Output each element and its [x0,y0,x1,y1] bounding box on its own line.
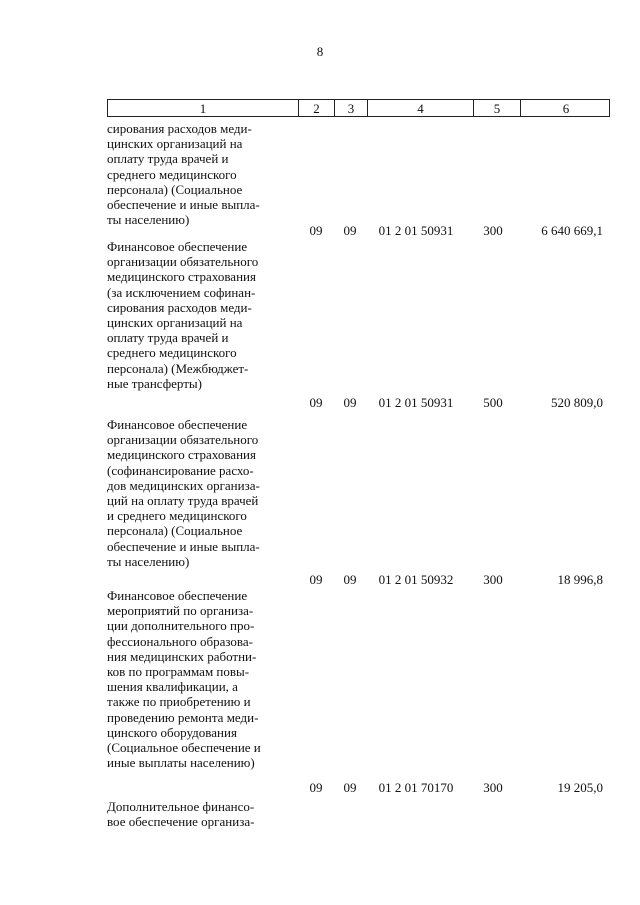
table-header [107,99,610,117]
description-line: (за исключением софинан- [107,284,256,300]
subsection-code: 09 [343,395,357,410]
description-line: также по приобретению и [107,694,251,710]
description-line: вое обеспечение организа- [107,814,255,830]
description-line: дов медицинских организа- [107,477,260,493]
target-article-code: 01 2 01 70170 [378,780,454,795]
header-col-1: 1 [199,101,207,116]
description-line: персонала) (Социальное [107,523,243,539]
description-line: обеспечение и иные выпла- [107,197,260,213]
amount: 18 996,8 [557,572,603,587]
expense-type-code: 500 [483,395,503,410]
section-code: 09 [309,572,323,587]
description-line: ния медицинских работни- [107,648,257,664]
header-col-5: 5 [473,100,520,116]
description-line: ные трансферты) [107,375,202,391]
subsection-code: 09 [343,780,357,795]
header-col-3: 3 [334,100,367,116]
expense-type-code: 300 [483,223,503,238]
description-line: иные выплаты населению) [107,755,255,771]
description-line: ции дополнительного про- [107,618,255,634]
expense-type-code: 300 [483,572,503,587]
table-row [0,223,640,238]
subsection-code: 09 [343,572,357,587]
amount: 520 809,0 [551,395,603,410]
description-line: цинских организаций на [107,136,243,152]
description-line: ты населению) [107,553,190,569]
description-line: (софинансирование расхо- [107,462,254,478]
target-article-code: 01 2 01 50931 [378,223,454,238]
description-line: сирования расходов меди- [107,121,252,136]
description-line: шения квалификации, а [107,679,238,695]
amount: 19 205,0 [557,780,603,795]
description-line: оплату труда врачей и [107,330,229,346]
section-code: 09 [309,780,323,795]
description-line: мероприятий по организа- [107,603,254,619]
description-line: организации обязательного [107,432,259,448]
subsection-code: 09 [343,223,357,238]
table-row [0,572,640,587]
description-line: медицинского страхования [107,269,256,285]
description-line: Финансовое обеспечение [107,588,248,603]
description-line: ты населению) [107,212,190,228]
description-line: цинских организаций на [107,315,243,331]
description-line: персонала) (Социальное [107,181,243,197]
header-col-6: 6 [520,100,611,116]
description-line: среднего медицинского [107,345,237,361]
amount: 6 640 669,1 [541,223,603,238]
description-line: ций на оплату труда врачей [107,493,259,509]
header-col-4: 4 [367,100,473,116]
description-line: Финансовое обеспечение [107,239,248,254]
description-line: ков по программам повы- [107,664,250,680]
description-line: обеспечение и иные выпла- [107,538,260,554]
row-description [107,588,297,770]
description-line: Дополнительное финансо- [107,799,255,814]
row-description [107,121,297,227]
page-number: 8 [316,44,324,59]
description-line: (Социальное обеспечение и [107,740,261,756]
description-line: Финансовое обеспечение [107,417,248,432]
target-article-code: 01 2 01 50931 [378,395,454,410]
description-line: персонала) (Межбюджет- [107,360,249,376]
description-line: медицинского страхования [107,447,256,463]
description-line: организации обязательного [107,254,259,270]
description-line: проведению ремонта меди- [107,709,259,725]
description-line: фессионального образова- [107,633,253,649]
table-row [0,395,640,410]
section-code: 09 [309,395,323,410]
target-article-code: 01 2 01 50932 [378,572,454,587]
row-description [107,239,297,391]
description-line: среднего медицинского [107,166,237,182]
row-description [107,799,297,829]
row-description [107,417,297,569]
description-line: и среднего медицинского [107,508,247,524]
table-row [0,780,640,795]
description-line: сирования расходов меди- [107,299,252,315]
header-col-2: 2 [298,100,334,116]
expense-type-code: 300 [483,780,503,795]
section-code: 09 [309,223,323,238]
description-line: цинского оборудования [107,724,237,740]
description-line: оплату труда врачей и [107,151,229,167]
